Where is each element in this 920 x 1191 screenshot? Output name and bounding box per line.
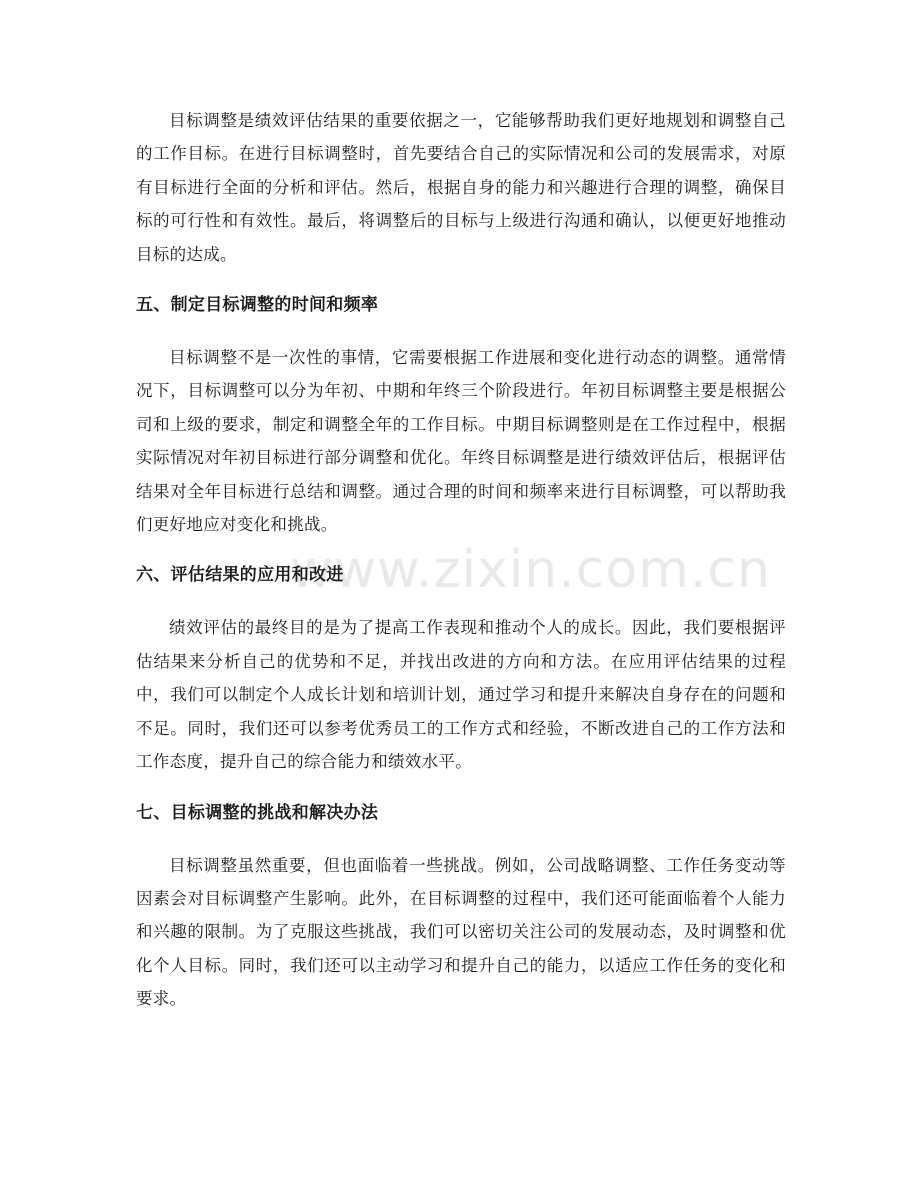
section-heading-6: 六、评估结果的应用和改进 <box>136 565 344 586</box>
watermark-text: www.zixin.com.cn <box>290 540 771 600</box>
paragraph-goal-adjustment-basis: 目标调整是绩效评估结果的重要依据之一，它能够帮助我们更好地规划和调整自己的工作目标。在进行目标调整时，首先要结合自己的实际情况和公司的发展需求，对原有目标进行全面的分析和评估。然后，根据自身的能力和兴趣进行合理的调整，确保目标的可行性和有效性。最后，将调整后的目标与上级进行沟通和确认，以便更好地推动目标的达成。 <box>136 111 786 264</box>
section-heading-5: 五、制定目标调整的时间和频率 <box>136 295 379 316</box>
document-body <box>136 104 786 1016</box>
paragraph-result-application: 绩效评估的最终目的是为了提高工作表现和推动个人的成长。因此，我们要根据评估结果来分析自己的优势和不足，并找出改进的方向和方法。在应用评估结果的过程中，我们可以制定个人成长计划和培训计划，通过学习和提升来解决自身存在的问题和不足。同时，我们还可以参考优秀员工的工作方式和经验，不断改进自己的工作方法和工作态度，提升自己的综合能力和绩效水平。 <box>136 618 786 772</box>
section-heading-7: 七、目标调整的挑战和解决办法 <box>136 802 379 823</box>
paragraph-adjustment-challenges: 目标调整虽然重要，但也面临着一些挑战。例如，公司战略调整、工作任务变动等因素会对目标调整产生影响。此外，在目标调整的过程中，我们还可能面临着个人能力和兴趣的限制。为了克服这些挑战，我们可以密切关注公司的发展动态，及时调整和优化个人目标。同时，我们还可以主动学习和提升自己的能力，以适应工作任务的变化和要求。 <box>136 855 786 1009</box>
paragraph-adjustment-timing: 目标调整不是一次性的事情，它需要根据工作进展和变化进行动态的调整。通常情况下，目标调整可以分为年初、中期和年终三个阶段进行。年初目标调整主要是根据公司和上级的要求，制定和调整全年的工作目标。中期目标调整则是在工作过程中，根据实际情况对年初目标进行部分调整和优化。年终目标调整是进行绩效评估后，根据评估结果对全年目标进行总结和调整。通过合理的时间和频率来进行目标调整，可以帮助我们更好地应对变化和挑战。 <box>136 348 786 535</box>
